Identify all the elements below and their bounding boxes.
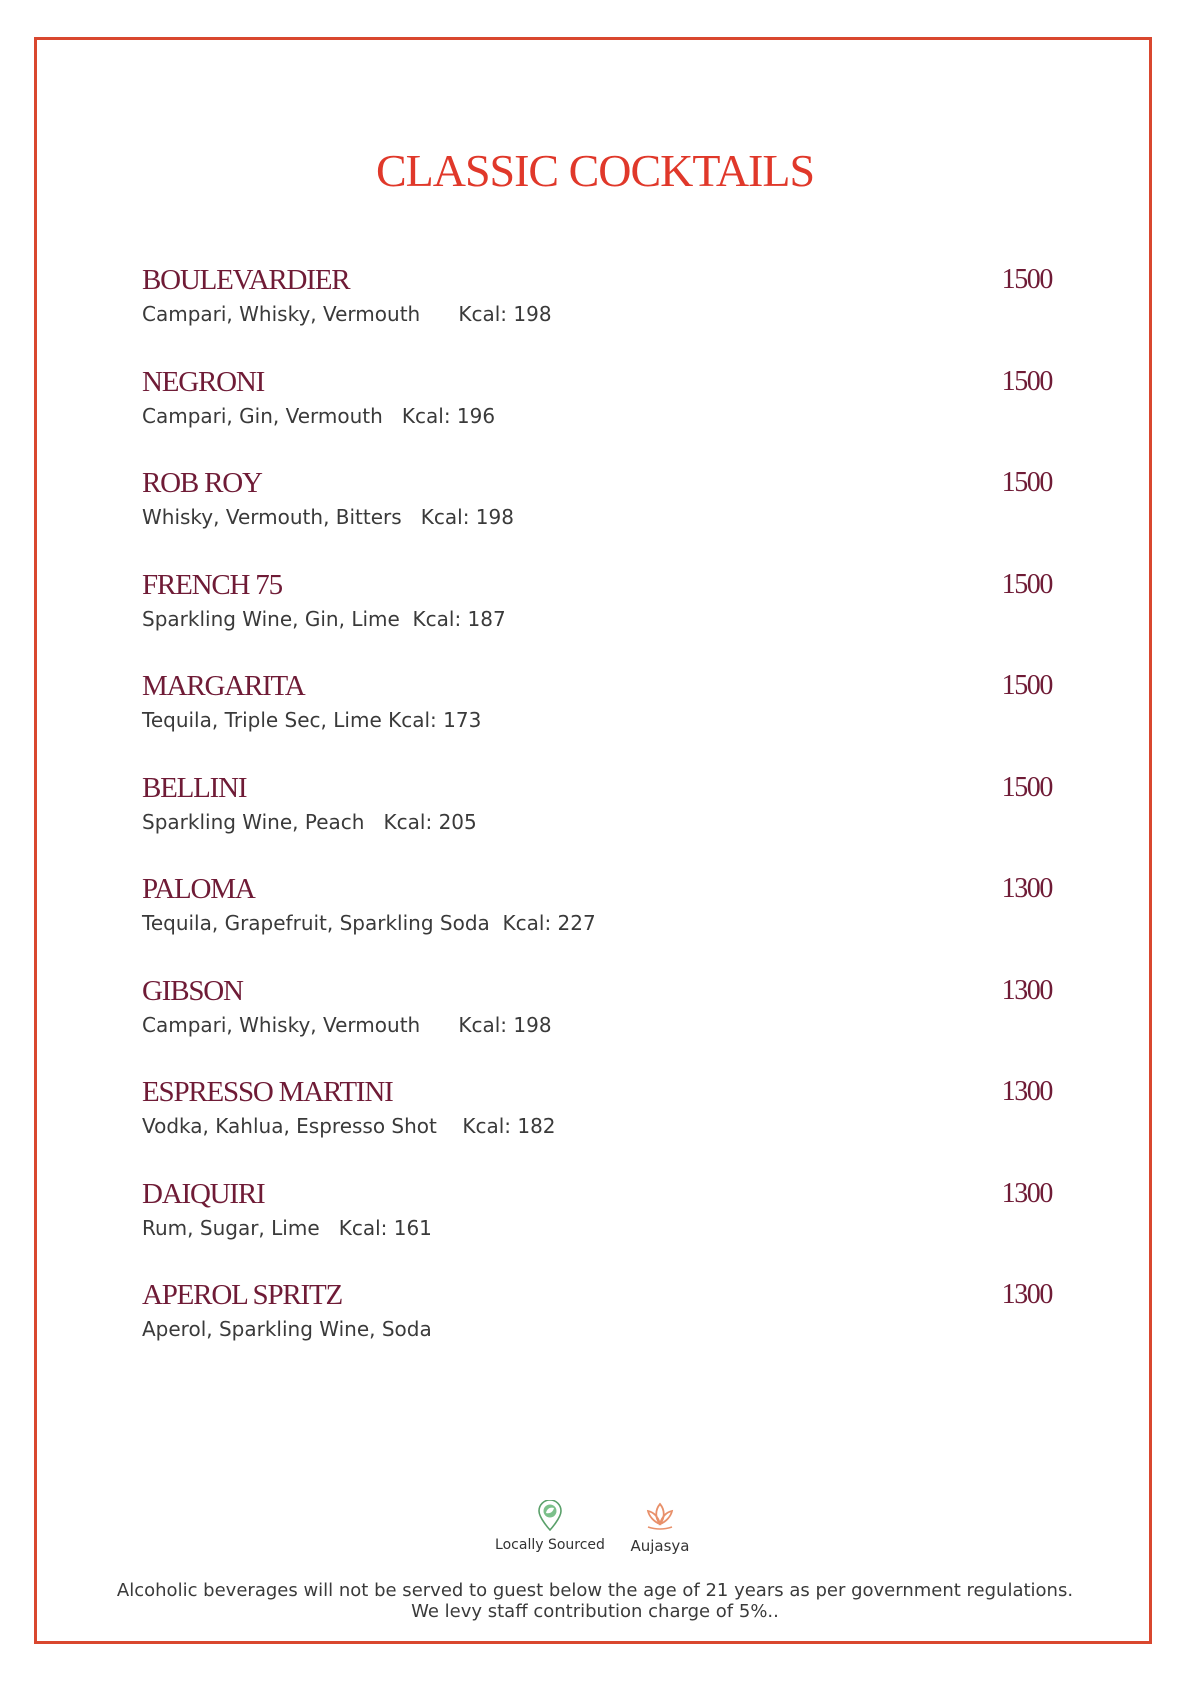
menu-item	[142, 1078, 1052, 1136]
menu-item	[142, 368, 1052, 426]
footer-line-2: We levy staff contribution charge of 5%..	[411, 1601, 779, 1622]
item-price: 1300	[1001, 1279, 1052, 1310]
menu-item	[142, 266, 1052, 324]
item-name: BOULEVARDIER	[142, 264, 350, 296]
menu-item	[142, 977, 1052, 1035]
item-description	[142, 1015, 1052, 1035]
aujasya-label: Aujasya	[630, 1537, 690, 1555]
item-name: ROB ROY	[142, 467, 262, 499]
item-kcal: Kcal: 198	[458, 302, 552, 326]
item-kcal: Kcal: 198	[458, 1013, 552, 1037]
item-ingredients: Sparkling Wine, Gin, Lime	[142, 607, 400, 631]
item-spacer	[402, 505, 421, 529]
item-description	[142, 1116, 1052, 1136]
item-description	[142, 913, 1052, 933]
item-ingredients: Campari, Whisky, Vermouth	[142, 302, 421, 326]
locally-sourced-label: Locally Sourced	[495, 1537, 605, 1553]
location-leaf-icon	[537, 1500, 563, 1532]
menu-item	[142, 1180, 1052, 1238]
menu-item	[142, 875, 1052, 933]
item-name: MARGARITA	[142, 670, 305, 702]
item-price: 1300	[1001, 873, 1052, 904]
item-ingredients: Campari, Whisky, Vermouth	[142, 1013, 421, 1037]
legend-locally-sourced	[490, 1500, 610, 1553]
item-name: APEROL SPRITZ	[142, 1279, 343, 1311]
item-ingredients: Sparkling Wine, Peach	[142, 810, 365, 834]
item-kcal: Kcal: 182	[462, 1114, 556, 1138]
legend-icons	[0, 1500, 1190, 1560]
item-price: 1500	[1001, 366, 1052, 397]
item-kcal: Kcal: 227	[502, 911, 596, 935]
item-ingredients: Tequila, Grapefruit, Sparkling Soda	[142, 911, 490, 935]
item-spacer	[490, 911, 503, 935]
item-name: PALOMA	[142, 873, 255, 905]
item-price: 1500	[1001, 467, 1052, 498]
menu-title: CLASSIC COCKTAILS	[375, 145, 815, 196]
item-ingredients: Whisky, Vermouth, Bitters	[142, 505, 402, 529]
menu-item	[142, 469, 1052, 527]
item-ingredients: Rum, Sugar, Lime	[142, 1216, 320, 1240]
item-description	[142, 1218, 1052, 1238]
item-spacer	[420, 1013, 458, 1037]
item-spacer	[364, 810, 383, 834]
item-price: 1500	[1001, 670, 1052, 701]
item-price: 1500	[1001, 772, 1052, 803]
item-description	[142, 1319, 1052, 1339]
item-description	[142, 812, 1052, 832]
item-ingredients: Campari, Gin, Vermouth	[142, 404, 383, 428]
item-kcal: Kcal: 187	[412, 607, 506, 631]
item-kcal: Kcal: 173	[388, 708, 482, 732]
item-price: 1300	[1001, 1076, 1052, 1107]
item-name: DAIQUIRI	[142, 1178, 265, 1210]
menu-item	[142, 1281, 1052, 1339]
item-description	[142, 304, 1052, 324]
item-kcal: Kcal: 161	[338, 1216, 432, 1240]
item-ingredients: Tequila, Triple Sec, Lime	[142, 708, 382, 732]
item-name: GIBSON	[142, 975, 243, 1007]
item-price: 1500	[1001, 264, 1052, 295]
item-name: BELLINI	[142, 772, 247, 804]
footer-notice	[0, 1580, 1190, 1622]
item-ingredients: Aperol, Sparkling Wine, Soda	[142, 1317, 432, 1341]
item-name: NEGRONI	[142, 366, 265, 398]
item-spacer	[437, 1114, 462, 1138]
item-price: 1300	[1001, 1178, 1052, 1209]
legend-aujasya	[620, 1500, 700, 1555]
footer-line-1: Alcoholic beverages will not be served to guest below the age of 21 years as per government regulations.	[116, 1580, 1074, 1601]
lotus-icon	[640, 1500, 680, 1532]
item-kcal: Kcal: 205	[383, 810, 477, 834]
item-spacer	[420, 302, 458, 326]
item-description	[142, 406, 1052, 426]
menu-item	[142, 774, 1052, 832]
item-name: ESPRESSO MARTINI	[142, 1076, 393, 1108]
item-kcal: Kcal: 198	[420, 505, 514, 529]
item-price: 1300	[1001, 975, 1052, 1006]
item-price: 1500	[1001, 569, 1052, 600]
item-spacer	[400, 607, 413, 631]
menu-item	[142, 571, 1052, 629]
item-description	[142, 710, 1052, 730]
item-spacer	[383, 404, 402, 428]
item-description	[142, 609, 1052, 629]
item-kcal: Kcal: 196	[401, 404, 496, 428]
item-description	[142, 507, 1052, 527]
item-name: FRENCH 75	[142, 569, 282, 601]
item-spacer	[320, 1216, 339, 1240]
item-ingredients: Vodka, Kahlua, Espresso Shot	[142, 1114, 437, 1138]
menu-item	[142, 672, 1052, 730]
